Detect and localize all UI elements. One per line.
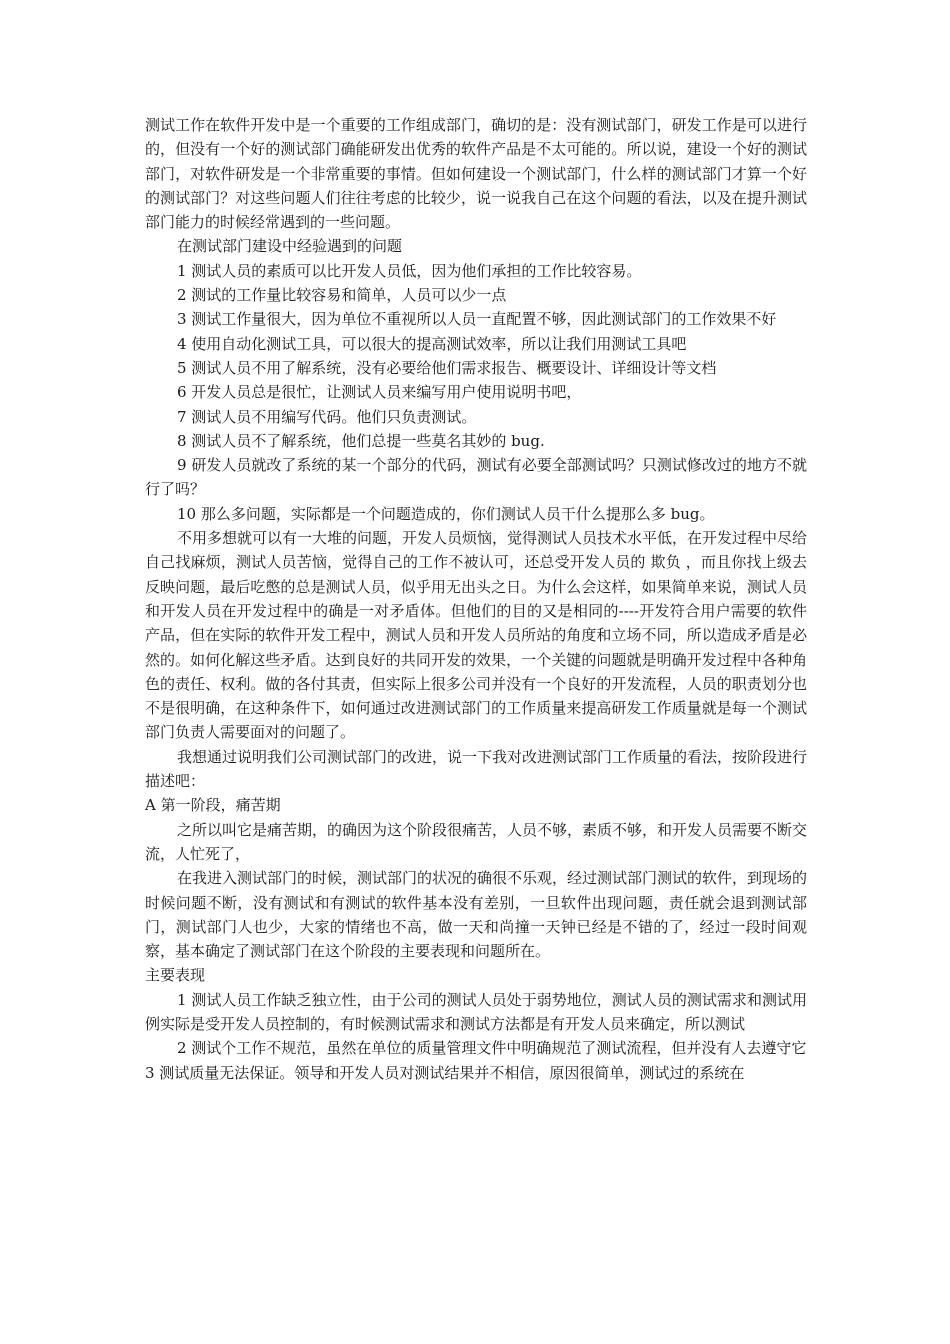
section-heading-stage-a: A 第一阶段，痛苦期 [145,796,281,815]
list-item-problem-4: 4 使用自动化测试工具，可以很大的提高测试效率，所以让我们用测试工具吧 [177,334,687,353]
list-item-symptom-2: 2 测试个工作不规范，虽然在单位的质量管理文件中明确规范了测试流程，但并没有人去遵守它 [177,1039,807,1058]
list-item-problem-2: 2 测试的工作量比较容易和简单，人员可以少一点 [177,286,507,305]
list-item-problem-8: 8 测试人员不了解系统，他们总提一些莫名其妙的 bug. [177,431,545,450]
paragraph-stage-a-situation: 在我进入测试部门的时候，测试部门的状况的确很不乐观，经过测试部门测试的软件，到现场的时候问题不断，没有测试和有测试的软件基本没有差别，一旦软件出现问题，责任就会退到测试部门，测试部门人也少，大家的情绪也不高，做一天和尚撞一天钟已经是不错的了，经过一段时间观察，基本确定了测试部门在这个阶段的主要表现和问题所在。 [145,869,808,961]
list-item-symptom-3: 3 测试质量无法保证。领导和开发人员对测试结果并不相信，原因很简单，测试过的系统在 [145,1063,745,1082]
list-item-problem-5: 5 测试人员不用了解系统，没有必要给他们需求报告、概要设计、详细设计等文档 [177,358,717,377]
list-item-problem-10: 10 那么多问题，实际都是一个问题造成的，你们测试人员干什么提那么多 bug。 [177,504,715,523]
list-item-problem-7: 7 测试人员不用编写代码。他们只负责测试。 [177,407,477,426]
paragraph-stage-a-reason: 之所以叫它是痛苦期，的确因为这个阶段很痛苦，人员不够，素质不够，和开发人员需要不断交流，人忙死了， [145,820,808,863]
list-item-problem-3: 3 测试工作量很大，因为单位不重视所以人员一直配置不够，因此测试部门的工作效果不好 [177,310,777,329]
list-item-problem-1: 1 测试人员的素质可以比开发人员低，因为他们承担的工作比较容易。 [177,261,642,280]
document-page [145,113,807,1085]
paragraph-intro: 测试工作在软件开发中是一个重要的工作组成部门，确切的是：没有测试部门，研发工作是可以进行的，但没有一个好的测试部门确能研发出优秀的软件产品是不太可能的。所以说，建设一个好的测试部门，对软件研发是一个非常重要的事情。但如何建设一个测试部门，什么样的测试部门才算一个好的测试部门？对这些问题人们往往考虑的比较少，说一说我自己在这个问题的看法，以及在提升测试部门能力的时候经常遇到的一些问题。 [145,116,807,232]
list-item-problem-6: 6 开发人员总是很忙，让测试人员来编写用户使用说明书吧， [177,383,582,402]
paragraph-conflict: 不用多想就可以有一大堆的问题，开发人员烦恼，觉得测试人员技术水平低，在开发过程中尽给自己找麻烦，测试人员苦恼，觉得自己的工作不被认可，还总受开发人员的 欺负 ，而且你找上级去反映问题，最后吃憋的总是测试人员，似乎用无出头之日。为什么会这样，如果简单来说，测试人员和开发人员在开发过程中的确是一对矛盾体。但他们的目的又是相同的----开发符合用户需要的软件产品，但在实际的软件开发工程中，测试人员和开发人员所站的角度和立场不同，所以造成矛盾是必然的。如何化解这些矛盾。达到良好的共同开发的效果，一个关键的问题就是明确开发过程中各种角色的责任、权利。做的各付其责，但实际上很多公司并没有一个良好的开发流程，人员的职责划分也不是很明确，在这种条件下，如何通过改进测试部门的工作质量来提高研发工作质量就是每一个测试部门负责人需要面对的问题了。 [145,529,808,742]
list-item-problem-9: 9 研发人员就改了系统的某一个部分的代码，测试有必要全部测试吗？只测试修改过的地方不就行了吗？ [145,456,807,499]
paragraph-problems-heading: 在测试部门建设中经验遇到的问题 [177,237,403,256]
section-heading-main-symptoms: 主要表现 [145,966,206,985]
list-item-symptom-1: 1 测试人员工作缺乏独立性，由于公司的测试人员处于弱势地位，测试人员的测试需求和测试用例实际是受开发人员控制的，有时候测试需求和测试方法都是有开发人员来确定，所以测试 [145,990,807,1033]
paragraph-stages-intro: 我想通过说明我们公司测试部门的改进，说一下我对改进测试部门工作质量的看法，按阶段进行描述吧： [145,747,808,791]
